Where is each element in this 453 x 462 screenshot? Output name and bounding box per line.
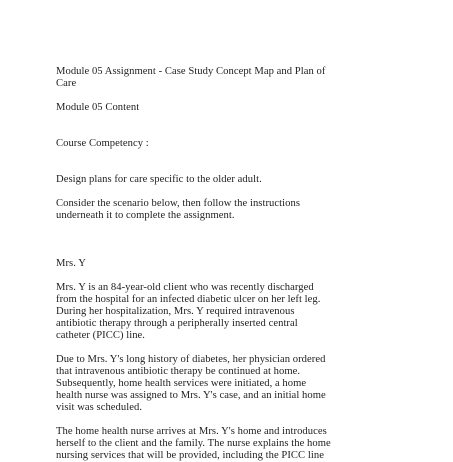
- scenario-paragraph-3: [56, 426, 406, 462]
- scenario-paragraph-2: [56, 354, 406, 414]
- document-title-line: Module 05 Assignment - Case Study Concept Map and Plan of: [56, 66, 326, 77]
- paragraph-line: catheter (PICC) line.: [56, 330, 146, 341]
- paragraph-line: During her hospitalization, Mrs. Y required intravenous: [56, 306, 295, 317]
- paragraph-line: nursing services that will be provided, including the PICC line: [56, 450, 324, 461]
- document-body: [56, 66, 406, 462]
- paragraph-line: antibiotic therapy through a peripherally inserted central: [56, 318, 298, 329]
- section-label: Module 05 Content: [56, 102, 140, 113]
- client-name-heading: Mrs. Y: [56, 258, 86, 269]
- competency-text: Design plans for care specific to the older adult.: [56, 174, 262, 185]
- competency-heading: Course Competency :: [56, 138, 149, 149]
- paragraph-line: from the hospital for an infected diabetic ulcer on her left leg.: [56, 294, 321, 305]
- instructions-line: Consider the scenario below, then follow the instructions: [56, 198, 301, 209]
- paragraph-line: Mrs. Y is an 84-year-old client who was recently discharged: [56, 282, 314, 293]
- scenario-paragraph-1: [56, 282, 406, 342]
- paragraph-line: Due to Mrs. Y's long history of diabetes, her physician ordered: [56, 354, 326, 365]
- paragraph-line: herself to the client and the family. The nurse explains the home: [56, 438, 331, 449]
- document-title-line: Care: [56, 78, 77, 89]
- paragraph-line: health nurse was assigned to Mrs. Y's case, and an initial home: [56, 390, 326, 401]
- paragraph-line: The home health nurse arrives at Mrs. Y's home and introduces: [56, 426, 327, 437]
- paragraph-line: Subsequently, home health services were initiated, a home: [56, 378, 307, 389]
- paragraph-line: visit was scheduled.: [56, 402, 143, 413]
- document-title: [56, 66, 406, 90]
- instructions-line: underneath it to complete the assignment.: [56, 210, 235, 221]
- instructions-paragraph: [56, 198, 406, 222]
- paragraph-line: that intravenous antibiotic therapy be continued at home.: [56, 366, 301, 377]
